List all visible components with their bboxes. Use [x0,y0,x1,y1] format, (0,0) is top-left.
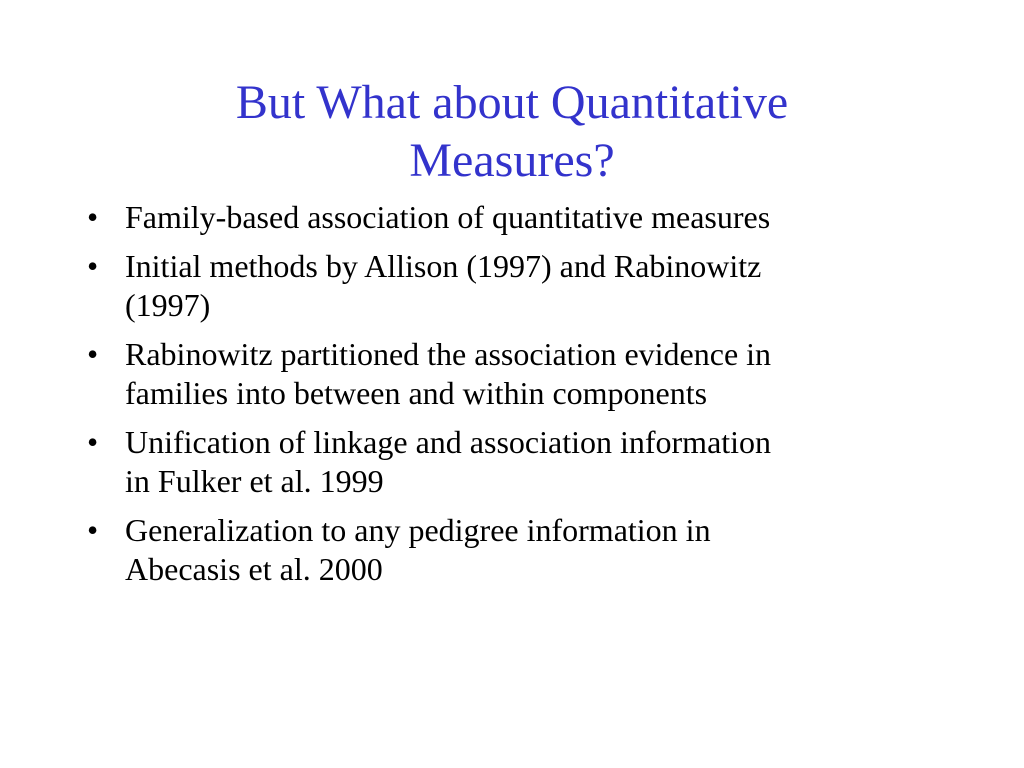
bullet-list [87,198,947,599]
bullet-text: Initial methods by Allison (1997) and Rabinowitz [125,248,762,284]
bullet-dot: • [87,336,99,372]
bullet-text: Generalization to any pedigree information in [125,512,711,548]
bullet-dot: • [87,424,99,460]
bullet-item [87,423,947,501]
slide-title-line: But What about Quantitative [235,76,789,129]
bullet-dot: • [87,199,99,235]
bullet-dot: • [87,512,99,548]
bullet-text: families into between and within components [125,375,708,411]
bullet-text: (1997) [125,287,211,323]
bullet-text: in Fulker et al. 1999 [125,463,384,499]
bullet-item [87,511,947,589]
bullet-item [87,198,947,237]
bullet-text: Family-based association of quantitative measures [125,199,771,235]
bullet-text: Rabinowitz partitioned the association evidence in [125,336,772,372]
bullet-dot: • [87,248,99,284]
bullet-item [87,335,947,413]
slide-title [76,74,948,190]
slide-title-line: Measures? [409,134,615,187]
bullet-text: Unification of linkage and association information [125,424,772,460]
bullet-item [87,247,947,325]
bullet-text: Abecasis et al. 2000 [125,551,383,587]
